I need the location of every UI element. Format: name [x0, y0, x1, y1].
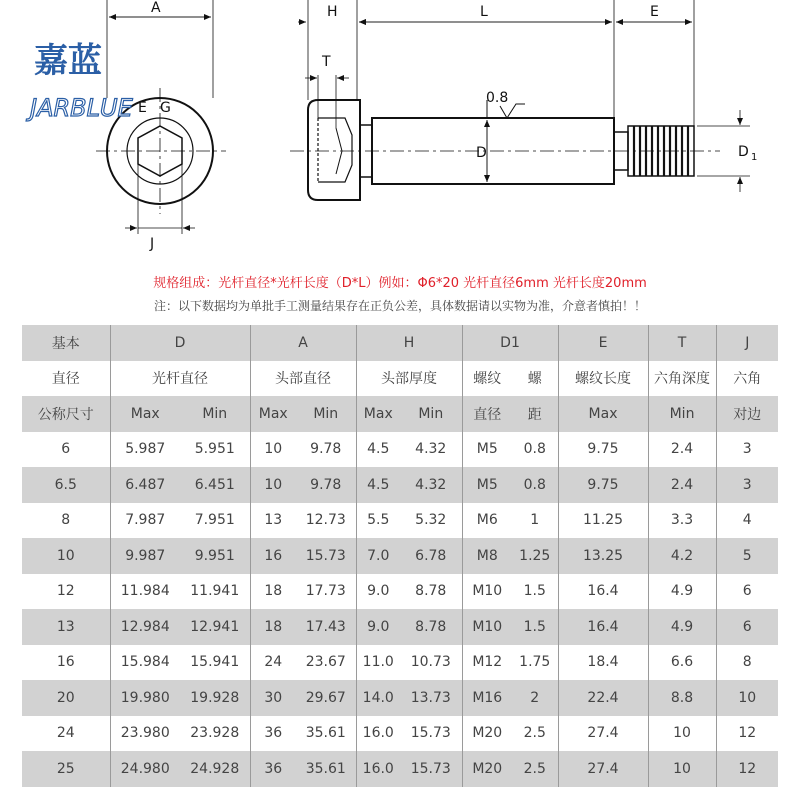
table-cell: 14.0: [356, 680, 400, 716]
table-cell: 10.73: [400, 645, 462, 681]
table-cell: 23.67: [296, 645, 356, 681]
table-cell: 13.25: [558, 538, 648, 574]
table-cell: M5: [462, 432, 512, 468]
table-cell: 18.4: [558, 645, 648, 681]
table-cell: 4.9: [648, 609, 716, 645]
dim-label-d1: D: [738, 144, 749, 160]
table-cell: 9.78: [296, 432, 356, 468]
table-cell: M16: [462, 680, 512, 716]
table-cell: 6.5: [22, 467, 110, 503]
table-cell: 16.4: [558, 609, 648, 645]
table-cell: 12.984: [110, 609, 180, 645]
table-cell: M12: [462, 645, 512, 681]
table-cell: 12: [716, 716, 778, 752]
table-row: [22, 609, 778, 645]
dim-label-t: T: [322, 54, 331, 70]
table-cell: 8.8: [648, 680, 716, 716]
dim-label-e: E: [650, 4, 659, 20]
table-cell: 29.67: [296, 680, 356, 716]
table-cell: M8: [462, 538, 512, 574]
table-cell: 5.5: [356, 503, 400, 539]
table-cell: M20: [462, 751, 512, 787]
table-cell: 18: [250, 574, 296, 610]
table-cell: 15.73: [400, 716, 462, 752]
table-cell: 4: [716, 503, 778, 539]
table-cell: 22.4: [558, 680, 648, 716]
table-cell: 16.0: [356, 751, 400, 787]
table-cell: 1.75: [512, 645, 558, 681]
table-cell: 24.928: [180, 751, 250, 787]
svg-text:JARBLUE: JARBLUE: [30, 94, 133, 122]
header-cell: Max: [356, 396, 400, 432]
header-cell: 基本: [22, 325, 110, 361]
table-cell: 16: [22, 645, 110, 681]
table-cell: 9.951: [180, 538, 250, 574]
table-cell: 9.75: [558, 432, 648, 468]
note-line: 注：以下数据均为单批手工测量结果存在正负公差，具体数据请以实物为准，介意者慎拍！！: [153, 299, 646, 313]
table-cell: 19.980: [110, 680, 180, 716]
table-cell: 8.78: [400, 609, 462, 645]
header-cell: 头部厚度: [356, 361, 462, 397]
table-cell: 23.980: [110, 716, 180, 752]
table-cell: 9.0: [356, 609, 400, 645]
spec-table: [22, 325, 778, 787]
table-cell: 0.8: [512, 467, 558, 503]
table-cell: 4.5: [356, 467, 400, 503]
header-cell: 对边: [716, 396, 778, 432]
table-row: [22, 574, 778, 610]
header-cell: 六角: [716, 361, 778, 397]
table-cell: 5: [716, 538, 778, 574]
header-cell: Max: [110, 396, 180, 432]
table-cell: 12.73: [296, 503, 356, 539]
table-row: [22, 751, 778, 787]
table-cell: M10: [462, 574, 512, 610]
table-cell: 16: [250, 538, 296, 574]
table-cell: 2.4: [648, 467, 716, 503]
table-cell: 11.984: [110, 574, 180, 610]
header-cell: Min: [400, 396, 462, 432]
table-cell: 13.73: [400, 680, 462, 716]
header-cell: 头部直径: [250, 361, 356, 397]
dim-label-a: A: [151, 0, 161, 16]
header-cell: 公称尺寸: [22, 396, 110, 432]
table-cell: 15.73: [296, 538, 356, 574]
table-cell: M6: [462, 503, 512, 539]
table-cell: 10: [648, 716, 716, 752]
roughness-label: 0.8: [486, 90, 509, 106]
table-cell: M20: [462, 716, 512, 752]
header-cell: 螺: [512, 361, 558, 397]
table-cell: 23.928: [180, 716, 250, 752]
table-cell: 17.73: [296, 574, 356, 610]
table-cell: 6.451: [180, 467, 250, 503]
table-cell: 24.980: [110, 751, 180, 787]
table-cell: 9.75: [558, 467, 648, 503]
table-cell: 12: [22, 574, 110, 610]
table-cell: 11.941: [180, 574, 250, 610]
jarblue-logo: [26, 41, 134, 122]
table-cell: 4.2: [648, 538, 716, 574]
table-cell: 4.5: [356, 432, 400, 468]
table-body: [22, 432, 778, 787]
table-cell: 2.5: [512, 751, 558, 787]
header-cell: D: [110, 325, 250, 361]
table-cell: 8: [716, 645, 778, 681]
table-cell: 11.0: [356, 645, 400, 681]
table-cell: 12.941: [180, 609, 250, 645]
table-cell: 35.61: [296, 716, 356, 752]
table-cell: 13: [22, 609, 110, 645]
table-cell: 2.5: [512, 716, 558, 752]
table-cell: 24: [22, 716, 110, 752]
header-cell: Min: [180, 396, 250, 432]
spec-line: 规格组成：光杆直径*光杆长度（D*L）例如：Φ6*20 光杆直径6mm 光杆长度20mm: [153, 276, 647, 291]
table-cell: 15.984: [110, 645, 180, 681]
table-cell: 4.32: [400, 467, 462, 503]
dim-label-l: L: [480, 4, 488, 20]
table-row: [22, 467, 778, 503]
table-cell: 5.951: [180, 432, 250, 468]
header-cell: H: [356, 325, 462, 361]
svg-text:嘉蓝: 嘉蓝: [34, 41, 102, 81]
table-cell: 6: [716, 574, 778, 610]
table-cell: 27.4: [558, 716, 648, 752]
table-cell: 1.5: [512, 574, 558, 610]
table-cell: 1: [512, 503, 558, 539]
dim-label-d1-sub: 1: [751, 152, 758, 163]
screw-technical-drawing: [0, 0, 800, 262]
header-cell: D1: [462, 325, 558, 361]
header-cell: E: [558, 325, 648, 361]
table-cell: 3.3: [648, 503, 716, 539]
table-cell: 13: [250, 503, 296, 539]
table-cell: 16.0: [356, 716, 400, 752]
header-cell: 螺纹长度: [558, 361, 648, 397]
header-row-3: [22, 396, 778, 432]
header-cell: 螺纹: [462, 361, 512, 397]
table-cell: 7.0: [356, 538, 400, 574]
header-cell: T: [648, 325, 716, 361]
header-cell: 光杆直径: [110, 361, 250, 397]
table-cell: 0.8: [512, 432, 558, 468]
table-cell: 4.9: [648, 574, 716, 610]
table-row: [22, 645, 778, 681]
table-cell: 6: [716, 609, 778, 645]
table-cell: 4.32: [400, 432, 462, 468]
dim-label-h: H: [327, 4, 338, 20]
table-row: [22, 432, 778, 468]
table-cell: 11.25: [558, 503, 648, 539]
header-cell: 直径: [22, 361, 110, 397]
table-cell: 25: [22, 751, 110, 787]
header-row-2: [22, 361, 778, 397]
table-cell: 5.987: [110, 432, 180, 468]
table-cell: 16.4: [558, 574, 648, 610]
table-cell: 10: [716, 680, 778, 716]
table-row: [22, 680, 778, 716]
table-cell: 35.61: [296, 751, 356, 787]
table-row: [22, 503, 778, 539]
table-cell: 10: [250, 432, 296, 468]
end-view-label-g: G: [160, 100, 171, 116]
table-cell: 12: [716, 751, 778, 787]
table-cell: 9.78: [296, 467, 356, 503]
table-cell: 1.5: [512, 609, 558, 645]
table-cell: 24: [250, 645, 296, 681]
table-cell: 18: [250, 609, 296, 645]
header-cell: J: [716, 325, 778, 361]
table-cell: 15.73: [400, 751, 462, 787]
header-cell: 距: [512, 396, 558, 432]
table-cell: 36: [250, 716, 296, 752]
table-cell: 36: [250, 751, 296, 787]
table-cell: 17.43: [296, 609, 356, 645]
table-cell: 6.78: [400, 538, 462, 574]
table-cell: M10: [462, 609, 512, 645]
table-cell: 27.4: [558, 751, 648, 787]
header-cell: Min: [296, 396, 356, 432]
header-cell: Min: [648, 396, 716, 432]
table-cell: 7.987: [110, 503, 180, 539]
table-cell: 7.951: [180, 503, 250, 539]
dim-label-j: J: [150, 236, 155, 252]
table-cell: 2: [512, 680, 558, 716]
table-cell: 10: [22, 538, 110, 574]
table-cell: 9.0: [356, 574, 400, 610]
header-cell: 六角深度: [648, 361, 716, 397]
table-cell: 3: [716, 467, 778, 503]
table-cell: 8.78: [400, 574, 462, 610]
table-cell: 6.487: [110, 467, 180, 503]
end-view-label-e: E: [138, 100, 147, 116]
table-cell: 6.6: [648, 645, 716, 681]
table-cell: 10: [648, 751, 716, 787]
table-row: [22, 716, 778, 752]
table-cell: 10: [250, 467, 296, 503]
table-cell: 20: [22, 680, 110, 716]
table-cell: 9.987: [110, 538, 180, 574]
table-cell: 1.25: [512, 538, 558, 574]
header-cell: 直径: [462, 396, 512, 432]
table-cell: 5.32: [400, 503, 462, 539]
table-row: [22, 538, 778, 574]
header-row-1: [22, 325, 778, 361]
table-cell: 2.4: [648, 432, 716, 468]
header-cell: Max: [250, 396, 296, 432]
header-cell: Max: [558, 396, 648, 432]
table-cell: 8: [22, 503, 110, 539]
table-cell: 15.941: [180, 645, 250, 681]
dim-label-d: D: [476, 145, 487, 161]
table-cell: 19.928: [180, 680, 250, 716]
table-cell: M5: [462, 467, 512, 503]
header-cell: A: [250, 325, 356, 361]
table-cell: 3: [716, 432, 778, 468]
table-cell: 30: [250, 680, 296, 716]
table-cell: 6: [22, 432, 110, 468]
